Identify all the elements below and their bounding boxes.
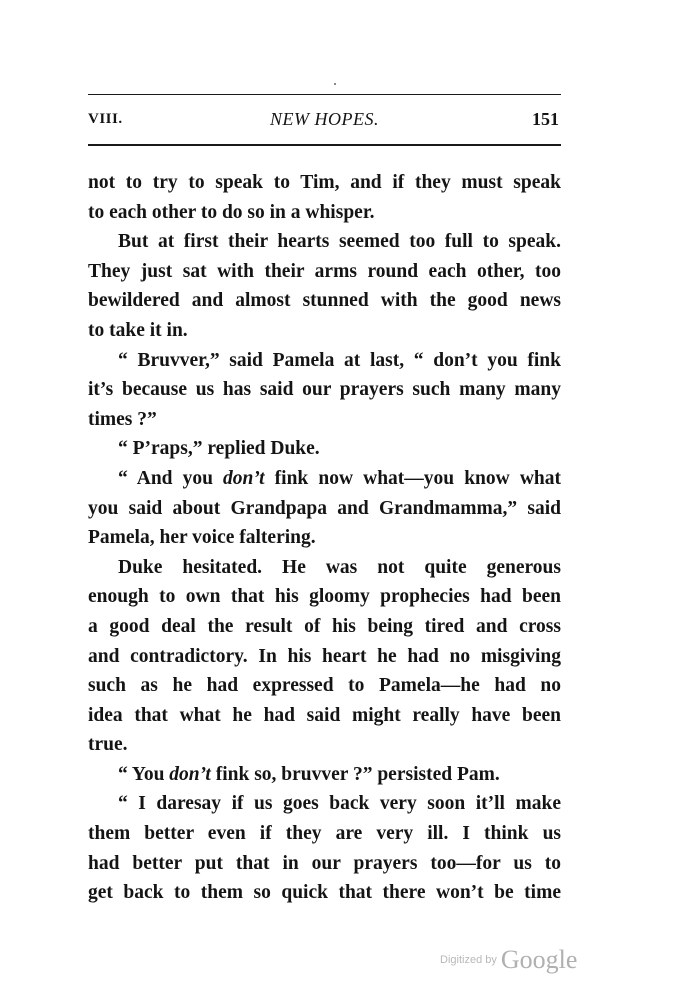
text-line	[88, 878, 561, 908]
text-line	[88, 671, 561, 701]
text-run: to take it in.	[88, 319, 188, 341]
text-line	[88, 494, 561, 524]
text-line	[88, 642, 561, 672]
text-run: But at first their hearts seemed too full to speak.	[118, 231, 561, 253]
text-run: true.	[88, 734, 128, 756]
text-line	[88, 701, 561, 731]
body-text	[88, 168, 561, 908]
italic-text: don’t	[223, 467, 265, 489]
text-run: enough to own that his gloomy prophecies had been	[88, 586, 561, 608]
text-line	[88, 582, 561, 612]
page-number: 151	[532, 109, 559, 129]
text-run: Pamela, her voice faltering.	[88, 527, 316, 549]
chapter-number: VIII.	[88, 111, 123, 127]
text-run: them better even if they are very ill. I think us	[88, 823, 561, 845]
text-line	[88, 464, 561, 494]
text-line	[88, 523, 561, 553]
watermark-digitized-by: Digitized by	[440, 954, 497, 966]
header-rule-top	[88, 94, 561, 95]
digitization-watermark	[440, 945, 577, 975]
text-line	[88, 760, 561, 790]
text-line	[88, 227, 561, 257]
text-run: “ P’raps,” replied Duke.	[118, 438, 320, 460]
italic-text: don’t	[169, 763, 211, 785]
running-title: NEW HOPES.	[270, 109, 379, 129]
ink-speck	[334, 83, 336, 85]
text-run: “ And you	[118, 467, 224, 489]
text-line	[88, 789, 561, 819]
text-line	[88, 819, 561, 849]
text-run: to each other to do so in a whisper.	[88, 201, 375, 223]
text-run: “ I daresay if us goes back very soon it’ll make	[118, 793, 561, 815]
text-run: times ?”	[88, 408, 157, 430]
text-run: you said about Grandpapa and Grandmamma,” said	[88, 497, 561, 519]
text-run: had better put that in our prayers too—for us to	[88, 852, 561, 874]
text-line	[88, 730, 561, 760]
text-run: fink so, bruvver ?” persisted Pam.	[210, 763, 500, 785]
text-line	[88, 168, 561, 198]
running-header	[88, 104, 561, 134]
text-line	[88, 257, 561, 287]
text-run: get back to them so quick that there won’t be time	[88, 882, 561, 904]
text-run: They just sat with their arms round each other, too	[88, 260, 561, 282]
text-line	[88, 434, 561, 464]
header-rule-bottom	[88, 144, 561, 146]
text-run: bewildered and almost stunned with the good news	[88, 290, 561, 312]
text-line	[88, 553, 561, 583]
text-line	[88, 405, 561, 435]
text-line	[88, 286, 561, 316]
text-run: “ Bruvver,” said Pamela at last, “ don’t you fink	[118, 349, 561, 371]
text-run: not to try to speak to Tim, and if they must speak	[88, 172, 561, 193]
text-line	[88, 346, 561, 376]
text-run: fink now what—you know what	[264, 467, 561, 489]
text-run: “ You	[118, 763, 170, 785]
text-line	[88, 375, 561, 405]
text-run: it’s because us has said our prayers such many many	[88, 379, 561, 401]
text-line	[88, 198, 561, 228]
text-line	[88, 849, 561, 879]
text-line	[88, 316, 561, 346]
watermark-google-logo: Google	[500, 945, 578, 974]
text-line	[88, 612, 561, 642]
text-run: a good deal the result of his being tired and cross	[88, 615, 561, 637]
text-run: idea that what he had said might really have been	[88, 704, 561, 726]
text-run: Duke hesitated. He was not quite generous	[118, 556, 561, 578]
text-run: and contradictory. In his heart he had no misgiving	[88, 645, 561, 667]
text-run: such as he had expressed to Pamela—he had no	[88, 675, 561, 697]
